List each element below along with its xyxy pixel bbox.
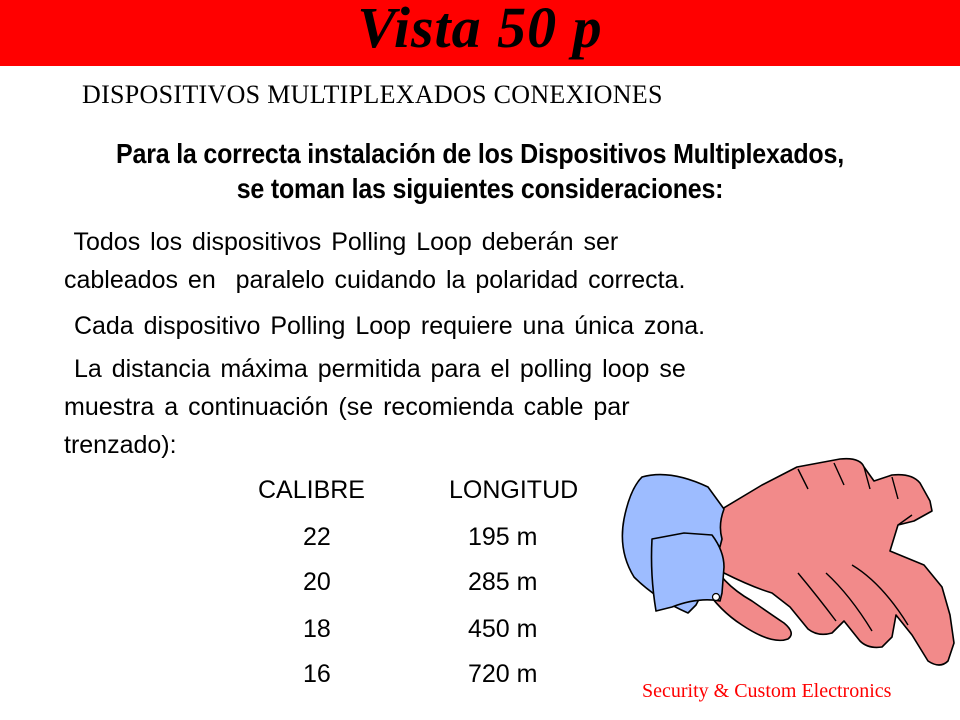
footer-credit: Security & Custom Electronics	[642, 680, 892, 702]
column-header-calibre: CALIBRE	[258, 476, 365, 504]
cell-calibre: 20	[303, 568, 331, 596]
paragraph-line: cableados en paralelo cuidando la polaridad correcta.	[64, 266, 686, 294]
cell-calibre: 16	[303, 660, 331, 688]
cell-longitud: 450 m	[468, 615, 538, 643]
cell-longitud: 285 m	[468, 568, 538, 596]
paragraph-parallel-wiring	[64, 223, 884, 299]
paragraph-single-zone	[64, 307, 884, 345]
cell-calibre: 18	[303, 615, 331, 643]
paragraph-line: Cada dispositivo Polling Loop requiere una única zona.	[64, 312, 706, 340]
paragraph-line: trenzado):	[64, 431, 177, 459]
paragraph-line: Todos los dispositivos Polling Loop deberán ser	[64, 228, 619, 256]
paragraph-line: La distancia máxima permitida para el polling loop se	[64, 355, 686, 383]
column-header-longitud: LONGITUD	[449, 476, 579, 504]
cell-longitud: 195 m	[468, 523, 538, 551]
intro-heading-line-1: Para la correcta instalación de los Dispositivos Multiplexados,	[116, 138, 844, 170]
paragraph-line: muestra a continuación (se recomienda cable par	[64, 393, 630, 421]
cell-longitud: 720 m	[468, 660, 538, 688]
intro-heading-line-2: se toman las siguientes consideraciones:	[236, 173, 724, 205]
pointing-hand-icon	[612, 455, 960, 677]
paragraph-max-distance	[64, 350, 884, 464]
cell-calibre: 22	[303, 523, 331, 551]
page-subtitle: DISPOSITIVOS MULTIPLEXADOS CONEXIONES	[82, 80, 663, 109]
page-title: Vista 50 p	[357, 0, 603, 60]
